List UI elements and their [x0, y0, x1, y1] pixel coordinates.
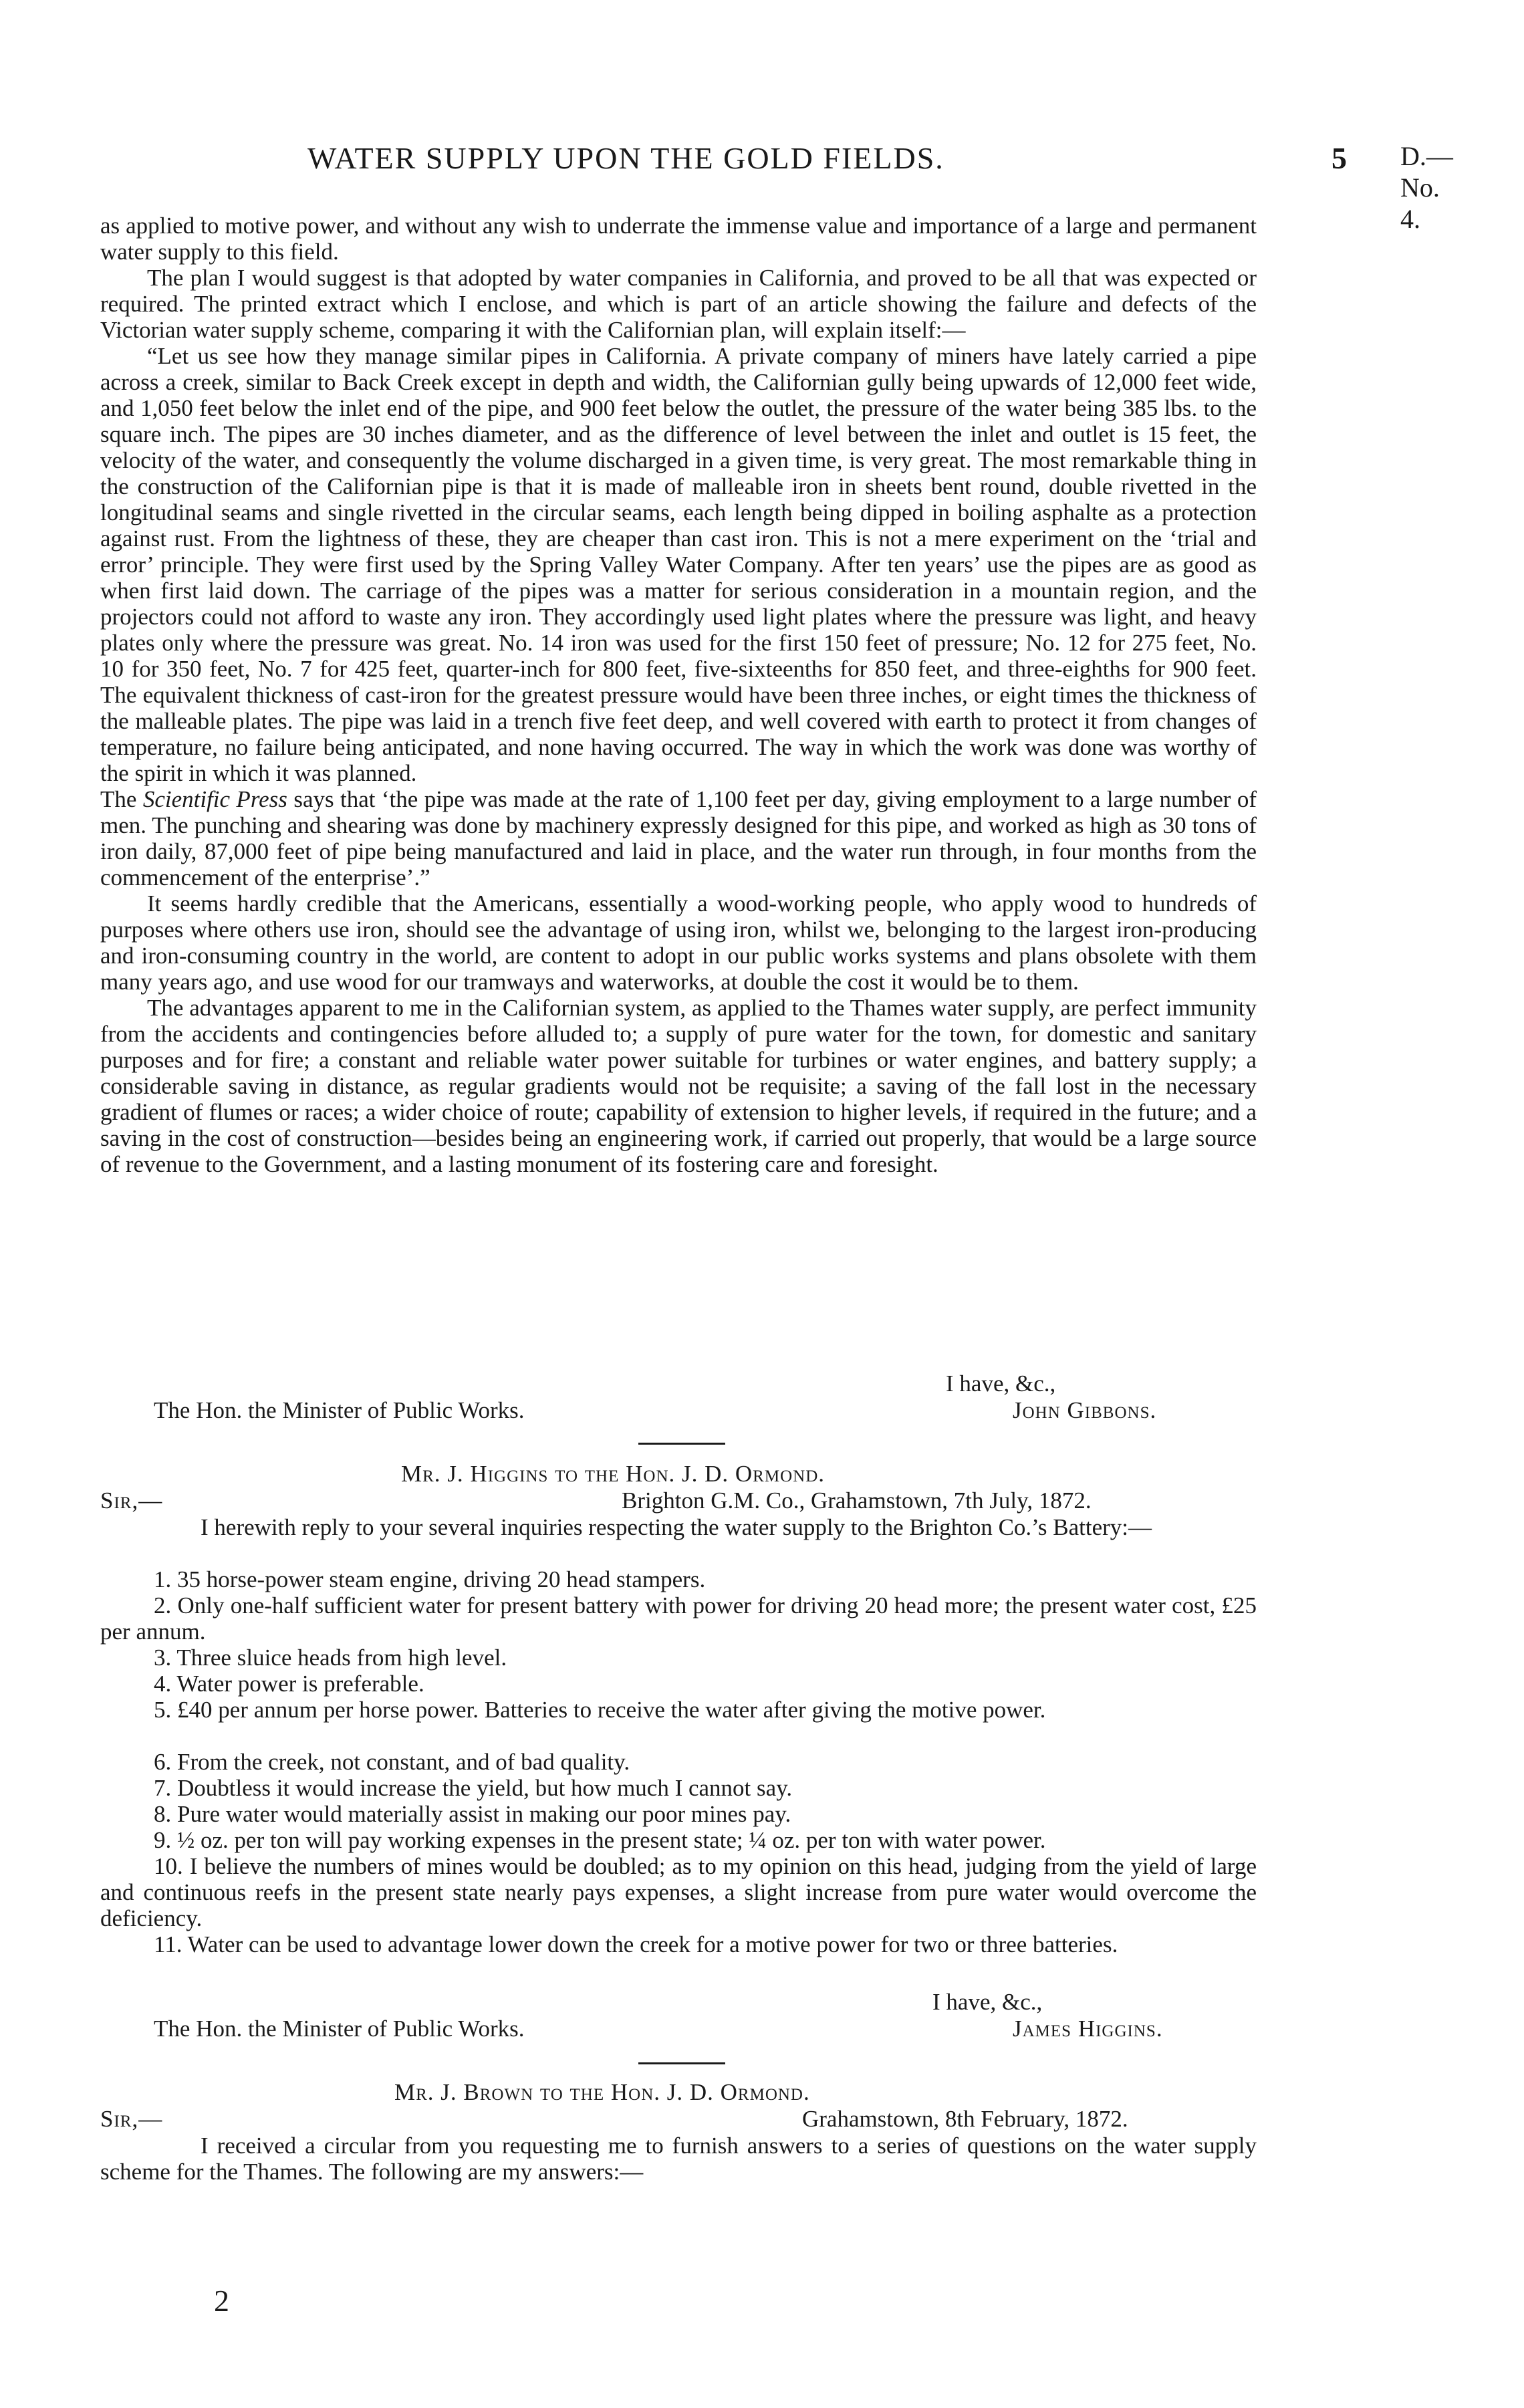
list-item: 6. From the creek, not constant, and of bad quality.: [154, 1749, 630, 1775]
publication-title: Scientific Press: [142, 786, 287, 812]
addressee: The Hon. the Minister of Public Works.: [154, 2016, 525, 2042]
letter-intro: I received a circular from you requesting me to furnish answers to a series of questions on the water supply scheme for the Thames. The following are my answers:—: [100, 2133, 1257, 2185]
document-number: D.—No. 4.: [1400, 141, 1453, 234]
list-item: 10. I believe the numbers of mines would be doubled; as to my opinion on this head, judging from the yield of large and continuous reefs in the present state nearly pays expenses, a slight increase from pure water would overcome the deficiency.: [100, 1853, 1257, 1931]
closing-phrase: I have, &c.,: [932, 1989, 1043, 2015]
section-divider: [638, 1443, 725, 1445]
prefix-text: The: [100, 786, 143, 812]
paragraph: It seems hardly credible that the Americans, essentially a wood-working people, who apply wood to hundreds of purposes where others use iron, should see the advantage of using iron, whilst we, belonging to the largest iron-producing and iron-consuming country in the world, are content to adopt in our public works systems and plans obsolete with them many years ago, and use wood for our tramways and waterworks, at double the cost it would be to them.: [100, 890, 1257, 995]
salutation: Sir,—: [100, 1487, 163, 1514]
page-number: 5: [1331, 141, 1347, 175]
letter-heading: Mr. J. Brown to the Hon. J. D. Ormond.: [394, 2079, 810, 2105]
list-item: 9. ½ oz. per ton will pay working expenses in the present state; ¼ oz. per ton with water power.: [154, 1827, 1046, 1853]
paragraph: The plan I would suggest is that adopted by water companies in California, and proved to be all that was expected or required. The printed extract which I enclose, and which is part of an article showing the failure and defects of the Victorian water supply scheme, comparing it with the Californian plan, will explain itself:—: [100, 265, 1257, 343]
running-header: [94, 140, 1464, 234]
signature: James Higgins.: [1013, 2016, 1163, 2042]
list-item: 3. Three sluice heads from high level.: [154, 1645, 507, 1671]
page-title: WATER SUPPLY UPON THE GOLD FIELDS.: [307, 141, 944, 175]
letter-heading: Mr. J. Higgins to the Hon. J. D. Ormond.: [401, 1461, 826, 1487]
list-item: 4. Water power is preferable.: [154, 1671, 424, 1697]
signature-mark: 2: [214, 2284, 229, 2318]
paragraph: The advantages apparent to me in the Californian system, as applied to the Thames water supply, are perfect immunity from the accidents and contingencies before alluded to; a supply of pure water for the town, for domestic and sanitary purposes and for fire; a constant and reliable water power suitable for turbines or water engines, and battery supply; a considerable saving in distance, as regular gradients would not be requisite; a saving of the fall lost in the necessary gradient of flumes or races; a wider choice of route; capability of extension to higher levels, if required in the future; and a saving in the cost of construction—besides being an engineering work, if carried out properly, that would be a large source of revenue to the Government, and a lasting monument of its fostering care and foresight.: [100, 995, 1257, 1177]
addressee: The Hon. the Minister of Public Works.: [154, 1397, 525, 1423]
sender-address: Grahamstown, 8th February, 1872.: [802, 2106, 1128, 2132]
list-item: 8. Pure water would materially assist in making our poor mines pay.: [154, 1801, 791, 1827]
list-item: 1. 35 horse-power steam engine, driving 20 head stampers.: [154, 1566, 706, 1592]
letter-intro: I herewith reply to your several inquiries respecting the water supply to the Brighton Co.’s Battery:—: [201, 1514, 1152, 1540]
closing-phrase: I have, &c.,: [946, 1370, 1056, 1397]
list-item: 5. £40 per annum per horse power. Batteries to receive the water after giving the motive power.: [154, 1697, 1046, 1723]
list-item: 11. Water can be used to advantage lower down the creek for a motive power for two or three batteries.: [154, 1931, 1118, 1957]
list-item: 2. Only one-half sufficient water for present battery with power for driving 20 head more; the present water cost, £25 per annum.: [100, 1592, 1257, 1645]
salutation: Sir,—: [100, 2106, 163, 2132]
signature: John Gibbons.: [1013, 1397, 1157, 1423]
gibbons-letter-body: [100, 213, 1257, 1177]
section-divider: [638, 2062, 725, 2064]
paragraph: as applied to motive power, and without any wish to underrate the immense value and importance of a large and permanent water supply to this field.: [100, 213, 1257, 265]
paragraph-text: says that ‘the pipe was made at the rate of 1,100 feet per day, giving employment to a large number of men. The punching and shearing was done by machinery expressly designed for this pipe, and worked as high as 30 tons of iron daily, 87,000 feet of pipe being manufactured and laid in place, and the water run through, in four months from the commencement of the enterprise’.”: [100, 786, 1257, 890]
quoted-extract-continued: [100, 786, 1257, 890]
list-item: 7. Doubtless it would increase the yield, but how much I cannot say.: [154, 1775, 793, 1801]
sender-address: Brighton G.M. Co., Grahamstown, 7th July, 1872.: [622, 1487, 1092, 1514]
quoted-extract: “Let us see how they manage similar pipes in California. A private company of miners have lately carried a pipe across a creek, similar to Back Creek except in depth and width, the Californian gully being upwards of 12,000 feet wide, and 1,050 feet below the inlet end of the pipe, and 900 feet below the outlet, the pressure of the water being 385 lbs. to the square inch. The pipes are 30 inches diameter, and as the difference of level between the inlet and outlet is 15 feet, the velocity of the water, and consequently the volume discharged in a given time, is very great. The most remarkable thing in the construction of the Californian pipe is that it is made of malleable iron in sheets bent round, double rivetted in the longitudinal seams and single rivetted in the circular seams, each length being dipped in boiling asphalte as a protection against rust. From the lightness of these, they are cheaper than cast iron. This is not a mere experiment on the ‘trial and error’ principle. They were first used by the Spring Valley Water Company. After ten years’ use the pipes are as good as when first laid down. The carriage of the pipes was a matter for serious consideration in a mountain region, and the projectors could not afford to waste any iron. They accordingly used light plates where the pressure was light, and heavy plates only where the pressure was great. No. 14 iron was used for the first 150 feet of pressure; No. 12 for 275 feet, No. 10 for 350 feet, No. 7 for 425 feet, quarter-inch for 800 feet, five-sixteenths for 850 feet, and three-eighths for 900 feet. The equivalent thickness of cast-iron for the greatest pressure would have been three inches, or eight times the thickness of the malleable plates. The pipe was laid in a trench five feet deep, and well covered with earth to protect it from changes of temperature, no failure being anticipated, and none having occurred. The way in which the work was done was worthy of the spirit in which it was planned.: [100, 343, 1257, 786]
